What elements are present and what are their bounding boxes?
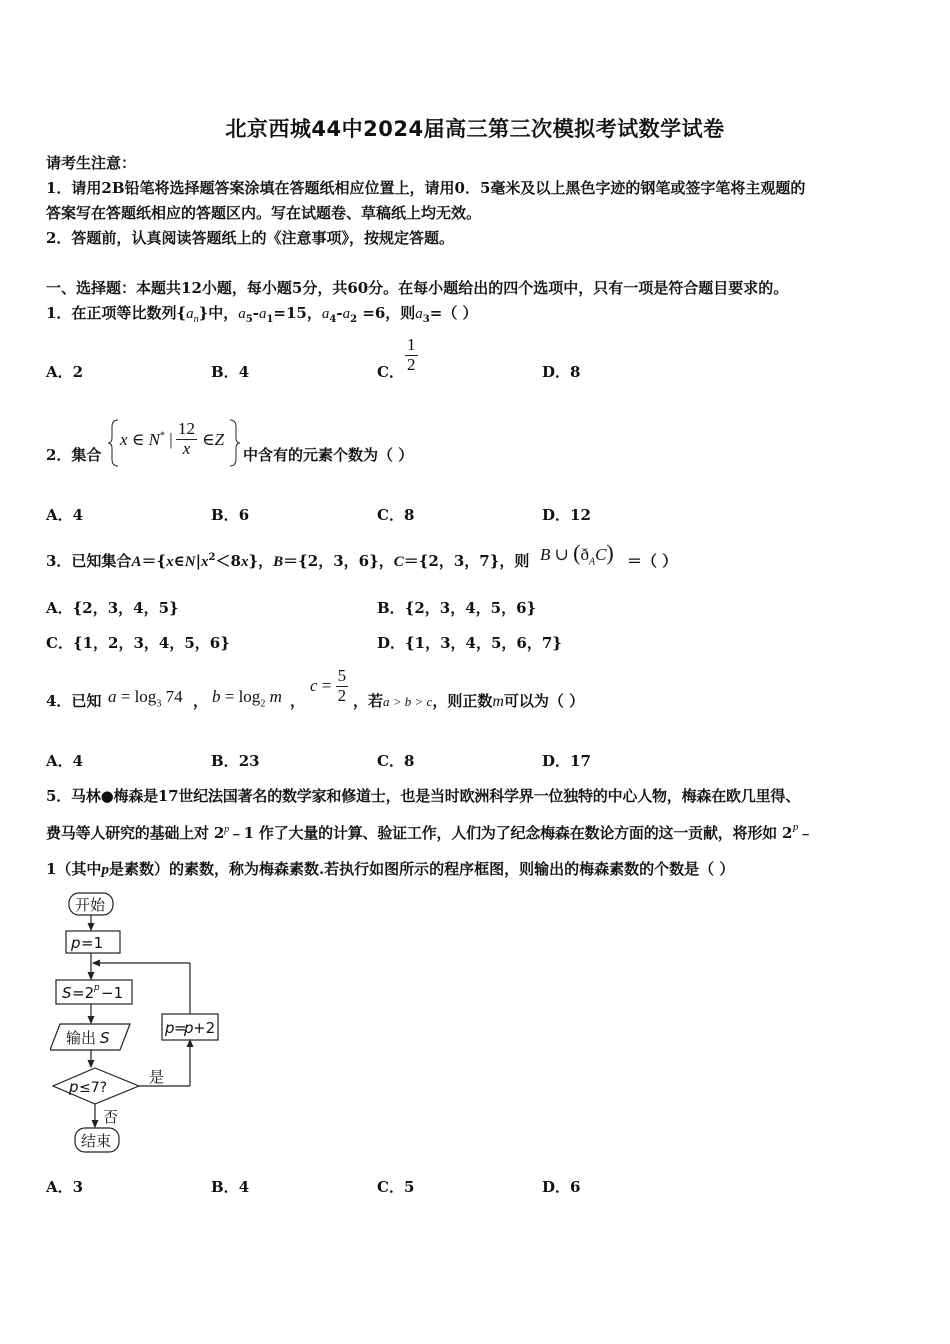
q2-option-d: D．12: [542, 506, 591, 524]
question-2-set: x ∈ N* | $\frac{12}{x}$ ∈Z: [108, 418, 240, 468]
q4-b-expression: $b = \log_2 m$: [212, 687, 282, 710]
q4-condition: ，若a > b > c，则正数m可以为（ ）: [353, 692, 585, 710]
page-title: 北京西城44中2024届高三第三次模拟考试数学试卷: [225, 117, 725, 141]
q5-option-a: A．3: [46, 1178, 84, 1196]
q1-option-d: D．8: [542, 363, 581, 381]
flow-output-label: 输出: [66, 1029, 97, 1047]
q4-c-expression: c = $\frac{5}{2}$: [310, 666, 347, 705]
question-2-suffix: 中含有的元素个数为（ ）: [243, 446, 414, 464]
flow-init-value: =1: [81, 934, 104, 952]
notice-line-1b: 答案写在答题纸相应的答题区内。写在试题卷、草稿纸上均无效。: [46, 204, 482, 222]
q2-option-b: B．6: [211, 506, 250, 524]
q4-option-a: A．4: [46, 752, 84, 770]
q1-option-a: A．2: [46, 363, 84, 381]
question-2-prefix: 2．集合: [46, 446, 102, 464]
q5-option-c: C．5: [377, 1178, 415, 1196]
q1-option-c-fraction: $\frac{1}{2}$: [407, 335, 416, 374]
flow-cond-rest: ≤7?: [79, 1080, 108, 1096]
notice-heading: 请考生注意：: [46, 154, 137, 172]
q4-a-expression: $a = \log_3 74$: [108, 687, 183, 710]
q4-comma-2: ，: [290, 692, 306, 710]
flow-yes-label: 是: [149, 1068, 165, 1086]
notice-line-2: 2．答题前，认真阅读答题纸上的《注意事项》，按规定答题。: [46, 229, 454, 247]
q2-option-c: C．8: [377, 506, 415, 524]
q4-comma-1: ，: [193, 692, 209, 710]
question-4-prefix: 4．已知: [46, 692, 102, 710]
flow-update-eq: =: [174, 1019, 187, 1037]
flow-assign-var: S: [62, 984, 72, 1002]
q1-option-c: C．: [377, 363, 404, 381]
q5-option-d: D．6: [542, 1178, 581, 1196]
q3-option-c: C．{1，2，3，4，5，6}: [46, 634, 230, 652]
question-5-line-3: 1（其中p是素数）的素数，称为梅森素数.若执行如图所示的程序框图，则输出的梅森素数的个数是（ ）: [46, 860, 735, 878]
question-3: 3．已知集合$A=\{x\in N|x^2<8x\}$，B＝{2，3，6}，C＝{2，3，7}，则: [46, 552, 530, 570]
section-heading: 一、选择题：本题共12小题，每小题5分，共60分。在每小题给出的四个选项中，只有一项是符合题目要求的。: [46, 279, 789, 297]
flow-init-var: p: [71, 934, 81, 952]
q4-option-d: D．17: [542, 752, 591, 770]
q3-option-d: D．{1，3，4，5，6，7}: [377, 634, 562, 652]
q3-option-a: A．{2，3，4，5}: [46, 599, 179, 617]
flow-assign-rest: −1: [101, 984, 124, 1002]
question-1: 1．在正项等比数列$\{a_n\}$中，$a_5-a_1=15$，$a_4-a_2 =6$，则$a_3=$（ ）: [46, 304, 478, 325]
flow-update-rest: +2: [193, 1019, 216, 1037]
q1-option-b: B．4: [211, 363, 250, 381]
flow-update-var2: p: [184, 1019, 194, 1037]
q4-option-b: B．23: [211, 752, 260, 770]
question-3-expression: B ∪ $(ð_AC)$: [540, 540, 614, 568]
flow-cond-var: p: [69, 1078, 79, 1096]
flow-start-label: 开始: [75, 896, 106, 914]
q2-option-a: A．4: [46, 506, 84, 524]
q4-option-c: C．8: [377, 752, 415, 770]
flow-output-var: S: [100, 1029, 110, 1047]
question-3-end: ＝（ ）: [627, 552, 678, 570]
flowchart: [50, 890, 230, 1160]
question-5-line-2: 费马等人研究的基础上对 2$^p$﹣1 作了大量的计算、验证工作，人们为了纪念梅森在数论方面的这一贡献，将形如 $2^P﹣$: [46, 824, 813, 842]
flow-no-label: 否: [103, 1108, 119, 1126]
flow-update-var: p: [165, 1019, 175, 1037]
q3-option-b: B．{2，3，4，5，6}: [377, 599, 537, 617]
flow-assign-exp: p: [94, 983, 100, 993]
question-5-line-1: 5．马林●梅森是17世纪法国著名的数学家和修道士，也是当时欧洲科学界一位独特的中心人物，梅森在欧几里得、: [46, 787, 801, 805]
q5-option-b: B．4: [211, 1178, 250, 1196]
flow-assign-eq: =2: [72, 984, 95, 1002]
notice-line-1a: 1．请用2B铅笔将选择题答案涂填在答题纸相应位置上，请用0．5毫米及以上黑色字迹的钢笔或签字笔将主观题的: [46, 179, 806, 197]
flow-end-label: 结束: [81, 1132, 112, 1150]
